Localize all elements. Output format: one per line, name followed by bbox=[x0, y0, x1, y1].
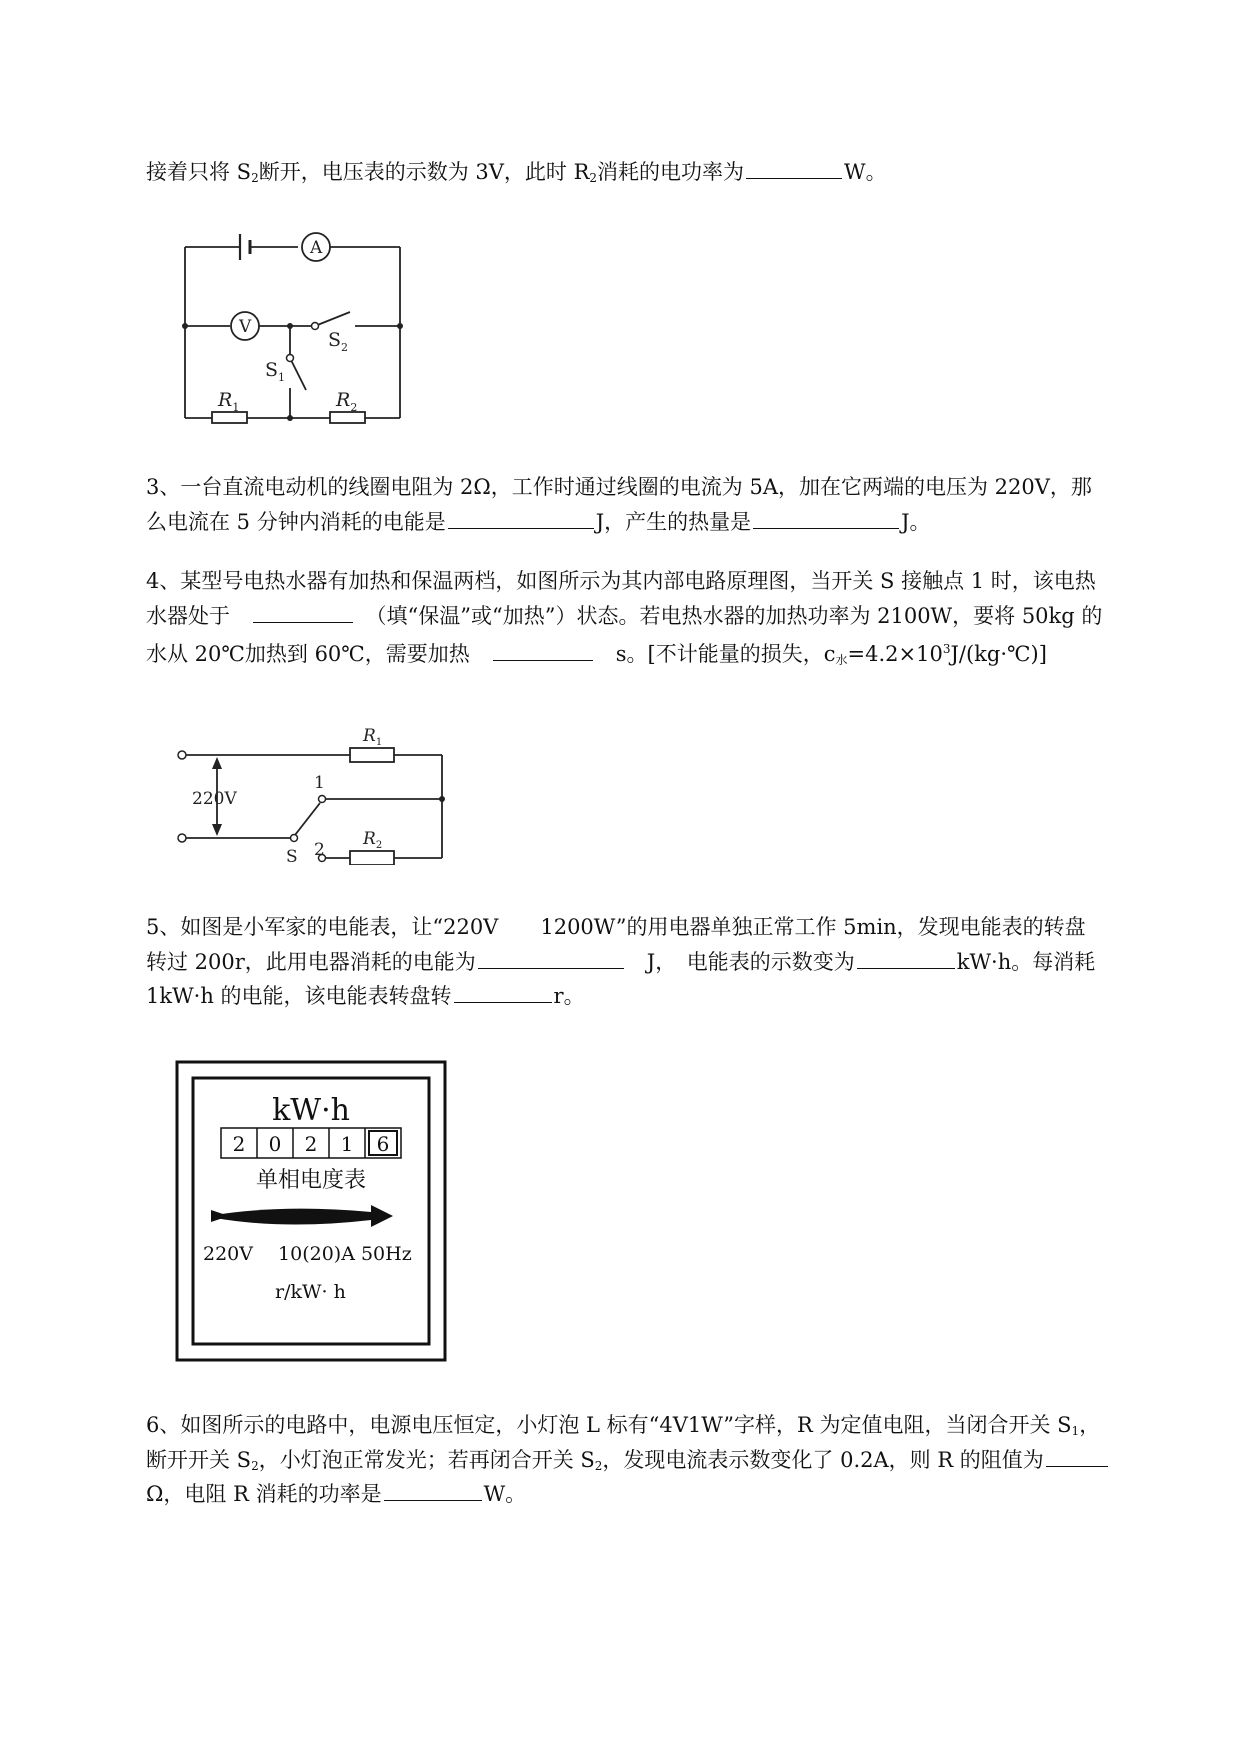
q5-text-c: kW·h。每消耗 bbox=[956, 950, 1096, 974]
fig2-r2-sub: 2 bbox=[375, 840, 383, 851]
svg-text:R1 bbox=[217, 389, 239, 414]
meter-digit-highlight: 6 bbox=[376, 1132, 390, 1156]
q6-text-a: 6、如图所示的电路中，电源电压恒定，小灯泡 L 标有“4V1W”字样，R 为定值电阻，当闭合开关 S bbox=[146, 1413, 1072, 1437]
q4-text-d: s。[不计能量的损失，c bbox=[615, 642, 836, 666]
s2-label: S bbox=[328, 329, 342, 351]
r1-label: R bbox=[218, 389, 233, 411]
q3-heat-blank[interactable] bbox=[753, 506, 899, 529]
q3-text-b: J，产生的热量是 bbox=[595, 510, 752, 534]
q5-text-b: J， 电能表的示数变为 bbox=[646, 950, 855, 974]
q2-text-a: 接着只将 S bbox=[146, 160, 252, 184]
q3-text-a: 么电流在 5 分钟内消耗的电能是 bbox=[146, 510, 446, 534]
q5-line-2 bbox=[146, 946, 1095, 977]
q4-line-2 bbox=[146, 600, 1102, 631]
q2-text-c: 消耗的电功率为 bbox=[597, 160, 745, 184]
q6-text-d: ，小灯泡正常发光；若再闭合开关 S bbox=[258, 1448, 595, 1472]
q4-state-blank[interactable] bbox=[253, 600, 353, 623]
q5-energy-blank[interactable] bbox=[478, 946, 624, 969]
q3-line-2 bbox=[146, 506, 931, 537]
voltage-label: 220V bbox=[192, 789, 237, 809]
q5-reading-blank[interactable] bbox=[857, 946, 955, 969]
q6-resistance-blank[interactable] bbox=[1046, 1444, 1108, 1467]
fig2-r1-label: R bbox=[363, 726, 376, 746]
q4-sub: 水 bbox=[835, 653, 848, 667]
q5-line-3 bbox=[146, 980, 585, 1011]
q4-line-3 bbox=[146, 634, 1047, 675]
q4-sup: 3 bbox=[942, 642, 951, 656]
circuit-diagram-2 bbox=[170, 725, 460, 865]
q4-text-b: （填“保温”或“加热”）状态。若电热水器的加热功率为 2100W，要将 50kg 的 bbox=[376, 604, 1103, 628]
circuit-diagram-1 bbox=[170, 222, 420, 428]
q5-text-a: 转过 200r，此用电器消耗的电能为 bbox=[146, 950, 476, 974]
svg-text:S2 bbox=[328, 329, 348, 354]
r2-sub: 2 bbox=[350, 401, 358, 414]
meter-digit: 2 bbox=[232, 1132, 246, 1156]
voltmeter-label: V bbox=[239, 317, 252, 337]
q2-text-d: W。 bbox=[844, 160, 887, 184]
electricity-meter bbox=[175, 1060, 450, 1365]
svg-text:R1 bbox=[362, 726, 382, 748]
q3-text-c: J。 bbox=[901, 510, 931, 534]
q2-text-b: 断开，电压表的示数为 3V，此时 R bbox=[258, 160, 590, 184]
q4-text-c: 水从 20℃加热到 60℃，需要加热 bbox=[146, 642, 470, 666]
q6-power-blank[interactable] bbox=[384, 1478, 482, 1501]
q3-line-1: 3、一台直流电动机的线圈电阻为 2Ω，工作时通过线圈的电流为 5A，加在它两端的电压为 220V，那 bbox=[146, 475, 1092, 499]
q6-text-f: Ω，电阻 R 消耗的功率是 bbox=[146, 1482, 382, 1506]
q2-tail bbox=[146, 156, 887, 193]
q6-sub3: 2 bbox=[594, 1459, 603, 1473]
meter-digit: 1 bbox=[340, 1132, 354, 1156]
q6-sub: 1 bbox=[1071, 1424, 1080, 1438]
svg-text:S1 bbox=[265, 359, 285, 384]
meter-specs: 220V 10(20)A 50Hz bbox=[203, 1243, 412, 1265]
svg-text:R2 bbox=[362, 829, 382, 851]
q5-text-d: 1kW·h 的电能，该电能表转盘转 bbox=[146, 984, 452, 1008]
q4-line-1: 4、某型号电热水器有加热和保温两档，如图所示为其内部电路原理图，当开关 S 接触点 1 时，该电热 bbox=[146, 569, 1096, 593]
meter-digit: 2 bbox=[304, 1132, 318, 1156]
q6-text-e: ，发现电流表示数变化了 0.2A，则 R 的阻值为 bbox=[602, 1448, 1044, 1472]
r2-label: R bbox=[336, 389, 351, 411]
contact-2-label: 2 bbox=[314, 840, 325, 860]
meter-name: 单相电度表 bbox=[255, 1168, 367, 1193]
meter-digit: 0 bbox=[268, 1132, 282, 1156]
q2-answer-blank[interactable] bbox=[746, 156, 842, 179]
q5-text-e: r。 bbox=[553, 984, 585, 1008]
fig2-r1-sub: 1 bbox=[375, 737, 383, 748]
contact-1-label: 1 bbox=[314, 773, 325, 793]
q4-text-e: =4.2×10 bbox=[847, 642, 943, 666]
meter-unit: kW·h bbox=[272, 1093, 350, 1128]
q6-text-g: W。 bbox=[483, 1482, 527, 1506]
s1-label: S bbox=[265, 359, 279, 381]
fig2-r2-label: R bbox=[363, 829, 376, 849]
q6-text-c: 断开开关 S bbox=[146, 1448, 252, 1472]
s2-sub: 2 bbox=[341, 341, 349, 354]
s1-sub: 1 bbox=[278, 371, 286, 384]
r1-sub: 1 bbox=[232, 401, 240, 414]
ammeter-label: A bbox=[310, 238, 323, 258]
q5-revs-blank[interactable] bbox=[454, 980, 552, 1003]
q5-line-1: 5、如图是小军家的电能表，让“220V 1200W”的用电器单独正常工作 5min，发现电能表的转盘 bbox=[146, 915, 1086, 939]
q6-line-2 bbox=[146, 1444, 1110, 1481]
meter-rev-unit: r/kW· h bbox=[275, 1281, 346, 1303]
q2-sub2: 2 bbox=[589, 171, 598, 185]
q2-sub: 2 bbox=[251, 171, 259, 185]
q6-text-b: ， bbox=[1079, 1413, 1101, 1437]
q6-line-1 bbox=[146, 1410, 1100, 1446]
q6-sub2: 2 bbox=[251, 1459, 259, 1473]
q6-line-3 bbox=[146, 1478, 526, 1509]
q4-time-blank[interactable] bbox=[493, 638, 593, 661]
q3-energy-blank[interactable] bbox=[448, 506, 594, 529]
q4-text-a: 水器处于 bbox=[146, 604, 230, 628]
switch-label: S bbox=[286, 847, 298, 865]
q4-text-f: J/(kg·℃)] bbox=[950, 642, 1047, 666]
svg-text:R2 bbox=[335, 389, 357, 414]
